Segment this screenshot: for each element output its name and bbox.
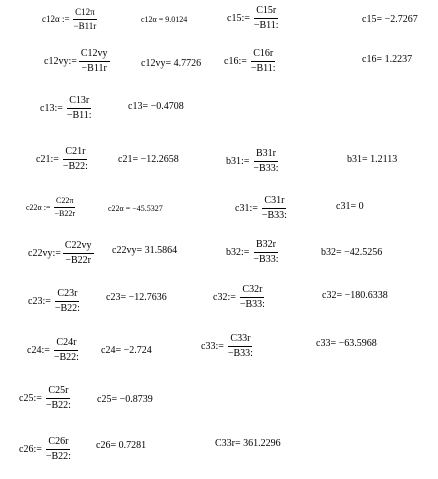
numerator: C13r (67, 96, 91, 109)
denominator: −B33: (239, 299, 265, 310)
fraction (251, 149, 280, 174)
numerator: C32r (240, 285, 264, 298)
definition-lhs: c23:= (28, 295, 51, 307)
result-c13[interactable]: c13= −0.4708 (128, 101, 184, 112)
definition-lhs: c16:= (224, 55, 247, 67)
definition-c12alpha[interactable] (42, 8, 98, 31)
numerator: C26r (46, 437, 70, 450)
denominator: −B33: (253, 254, 279, 265)
definition-lhs: b32:= (226, 246, 250, 258)
denominator: −B33: (261, 210, 287, 221)
denominator: −B22: (45, 400, 71, 411)
fraction (252, 6, 281, 31)
numerator: C12π (73, 8, 97, 20)
fraction (260, 196, 289, 221)
result-c22vy[interactable]: c22vy= 31.5864 (112, 246, 178, 256)
numerator: C21r (63, 147, 87, 160)
result-c24[interactable]: c24= −2.724 (101, 345, 152, 356)
denominator: −B33: (227, 348, 253, 359)
result-c31[interactable]: c31= 0 (336, 201, 364, 212)
numerator: C31r (262, 196, 286, 209)
result-c15[interactable]: c15= −2.7267 (362, 14, 418, 25)
numerator: C16r (251, 49, 275, 62)
definition-b31[interactable] (226, 149, 281, 174)
definition-c26[interactable] (19, 437, 73, 462)
fraction (251, 240, 280, 265)
definition-lhs: c25:= (19, 392, 42, 404)
result-c12vy[interactable]: c12vy= 4.7726 (141, 58, 202, 69)
definition-lhs: b31:= (226, 155, 250, 167)
numerator: C12vy (79, 49, 110, 62)
result-c32[interactable]: c32= −180.6338 (322, 291, 388, 301)
result-c26[interactable]: c26= 0.7281 (96, 440, 147, 451)
fraction (65, 96, 94, 121)
fraction (44, 437, 73, 462)
numerator: C22π (54, 197, 75, 208)
definition-lhs: c32:= (213, 291, 236, 303)
denominator: −B22r (54, 209, 75, 218)
result-c33[interactable]: c33= −63.5968 (316, 339, 377, 349)
definition-c22vy[interactable] (28, 241, 94, 266)
numerator: C23r (55, 289, 79, 302)
definition-lhs: c24:= (27, 344, 50, 356)
result-c23[interactable]: c23= −12.7636 (106, 293, 167, 303)
definition-lhs: c15:= (227, 12, 250, 24)
fraction (226, 334, 255, 359)
numerator: C15r (254, 6, 278, 19)
fraction (52, 338, 81, 363)
fraction (238, 285, 267, 310)
fraction (53, 289, 82, 314)
result-c22alpha[interactable]: c22α = −45.5327 (108, 204, 163, 213)
definition-c24[interactable] (27, 338, 81, 363)
denominator: −B22: (45, 451, 71, 462)
denominator: −B22: (53, 352, 79, 363)
definition-lhs: c12vy:= (44, 55, 77, 67)
definition-c16[interactable] (224, 49, 278, 74)
denominator: −B22r (65, 255, 92, 266)
definition-c22alpha[interactable] (26, 197, 77, 218)
definition-c25[interactable] (19, 386, 73, 411)
result-b31[interactable]: b31= 1.2113 (347, 154, 398, 165)
numerator: B32r (254, 240, 278, 253)
result-c12alpha[interactable]: c12α = 9.0124 (141, 15, 188, 24)
denominator: −B11: (250, 63, 276, 74)
definition-lhs: c13:= (40, 102, 63, 114)
denominator: −B22: (62, 161, 88, 172)
numerator: C24r (54, 338, 78, 351)
definition-lhs: c12α := (42, 14, 70, 24)
result-b32[interactable]: b32= −42.5256 (321, 248, 383, 258)
fraction (72, 8, 99, 31)
definition-b32[interactable] (226, 240, 281, 265)
denominator: −B33: (253, 163, 279, 174)
numerator: C33r (228, 334, 252, 347)
definition-c23[interactable] (28, 289, 82, 314)
result-c25[interactable]: c25= −0.8739 (97, 394, 153, 405)
fraction (79, 49, 110, 74)
fraction (61, 147, 90, 172)
denominator: −B11r (81, 63, 107, 74)
definition-c13[interactable] (40, 96, 94, 121)
definition-lhs: c22α := (26, 202, 51, 212)
numerator: C22vy (63, 241, 94, 254)
fraction (249, 49, 278, 74)
definition-c32[interactable] (213, 285, 267, 310)
denominator: −B11: (253, 20, 279, 31)
fraction (52, 197, 77, 218)
denominator: −B11r (73, 21, 97, 31)
definition-c33[interactable] (201, 334, 255, 359)
definition-c12vy[interactable] (44, 49, 110, 74)
definition-c31[interactable] (235, 196, 289, 221)
numerator: B31r (254, 149, 278, 162)
result-c21[interactable]: c21= −12.2658 (118, 155, 179, 165)
fraction (63, 241, 94, 266)
numerator: C25r (46, 386, 70, 399)
result-c16[interactable]: c16= 1.2237 (362, 54, 413, 65)
result-C33r[interactable]: C33r= 361.2296 (215, 439, 281, 449)
definition-lhs: c31:= (235, 202, 258, 214)
fraction (44, 386, 73, 411)
denominator: −B22: (54, 303, 80, 314)
denominator: −B11: (66, 110, 92, 121)
definition-lhs: c21:= (36, 153, 59, 165)
definition-lhs: c33:= (201, 340, 224, 352)
definition-c15[interactable] (227, 6, 281, 31)
definition-lhs: c26:= (19, 443, 42, 455)
definition-c21[interactable] (36, 147, 90, 172)
definition-lhs: c22vy:= (28, 247, 61, 259)
